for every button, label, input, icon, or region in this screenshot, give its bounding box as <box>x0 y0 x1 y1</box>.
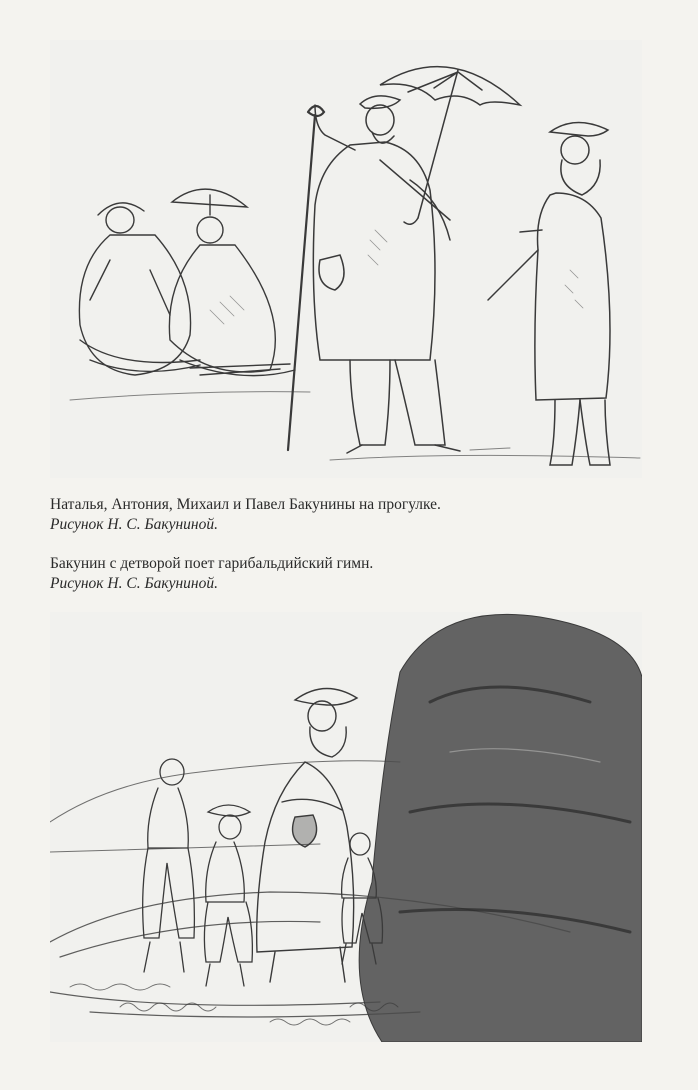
seated-woman-2 <box>169 189 295 375</box>
seated-woman-1 <box>79 203 200 375</box>
caption-song-text: Бакунин с детворой поет гарибальдийский гимн. <box>50 555 374 572</box>
caption-walk-text: Наталья, Антония, Михаил и Павел Бакунины на прогулке. <box>50 496 441 513</box>
illustration-walk <box>50 40 642 478</box>
inscription-scribble <box>70 984 398 1025</box>
caption-song-credit: Рисунок Н. С. Бакуниной. <box>50 575 218 592</box>
walking-stick <box>288 106 324 450</box>
song-sketch <box>50 612 642 1042</box>
umbrella <box>380 67 520 225</box>
caption-song <box>50 554 650 594</box>
boy-2 <box>204 805 252 986</box>
boy-1 <box>143 759 195 972</box>
hatching <box>210 230 583 324</box>
rock <box>359 614 642 1042</box>
walk-sketch <box>50 40 642 478</box>
illustration-song <box>50 612 642 1042</box>
bakunin-figure <box>257 688 357 982</box>
man-with-pipe <box>488 122 610 465</box>
man-with-umbrella <box>313 96 460 453</box>
caption-walk <box>50 495 650 535</box>
caption-walk-credit: Рисунок Н. С. Бакуниной. <box>50 516 218 533</box>
